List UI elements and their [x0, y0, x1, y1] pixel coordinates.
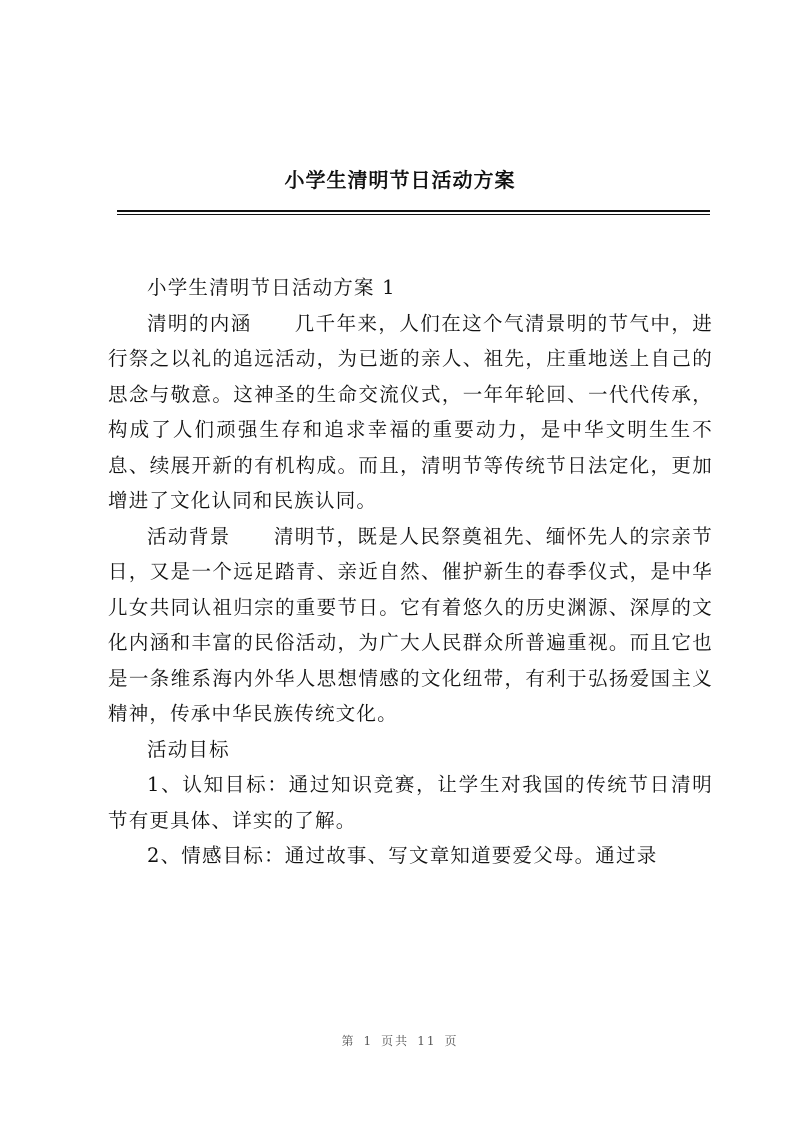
title-rule-thin: [117, 214, 710, 215]
footer-suffix: 页: [444, 1034, 459, 1048]
paragraph-text: 几千年来，人们在这个气清景明的节气中，进行祭之以礼的追远活动，为已逝的亲人、祖先，庄重地送上自己的思念与敬意。这神圣的生命交流仪式，一年年轮回、一代代传承，构成了人们顽强生存和追求幸福的重要动力，是中华文明生生不息、续展开新的有机构成。而且，清明节等传统节日法定化，更加增进了文化认同和民族认同。: [108, 311, 713, 512]
paragraph: [108, 306, 713, 519]
paragraph: [108, 519, 713, 732]
document-title: 小学生清明节日活动方案: [284, 168, 516, 192]
goal-item: 2、情感目标：通过故事、写文章知道要爱父母。通过录: [147, 844, 658, 867]
page-footer: [0, 1032, 800, 1049]
paragraph-lead: 活动背景: [147, 524, 231, 548]
document-body: [108, 270, 713, 874]
paragraph-text: 清明节，既是人民祭奠祖先、缅怀先人的宗亲节日，又是一个远足踏青、亲近自然、催护新生的春季仪式，是中华儿女共同认祖归宗的重要节日。它有着悠久的历史渊源、深厚的文化内涵和丰富的民俗活动，为广大人民群众所普遍重视。而且它也是一条维系海内外华人思想情感的文化纽带，有利于弘扬爱国主义精神，传承中华民族传统文化。: [108, 524, 713, 725]
title-rule-thick: [117, 210, 710, 212]
goals-heading: 活动目标: [147, 737, 230, 761]
footer-page-number: 1: [363, 1034, 374, 1048]
goal-item: 1、认知目标：通过知识竞赛，让学生对我国的传统节日清明节有更具体、详实的了解。: [108, 773, 713, 832]
section-heading: 小学生清明节日活动方案 1: [147, 276, 396, 299]
paragraph-lead: 清明的内涵: [147, 311, 252, 335]
footer-prefix: 第: [341, 1034, 356, 1048]
footer-mid: 页共: [381, 1034, 410, 1048]
footer-total-pages: 11: [417, 1034, 437, 1048]
